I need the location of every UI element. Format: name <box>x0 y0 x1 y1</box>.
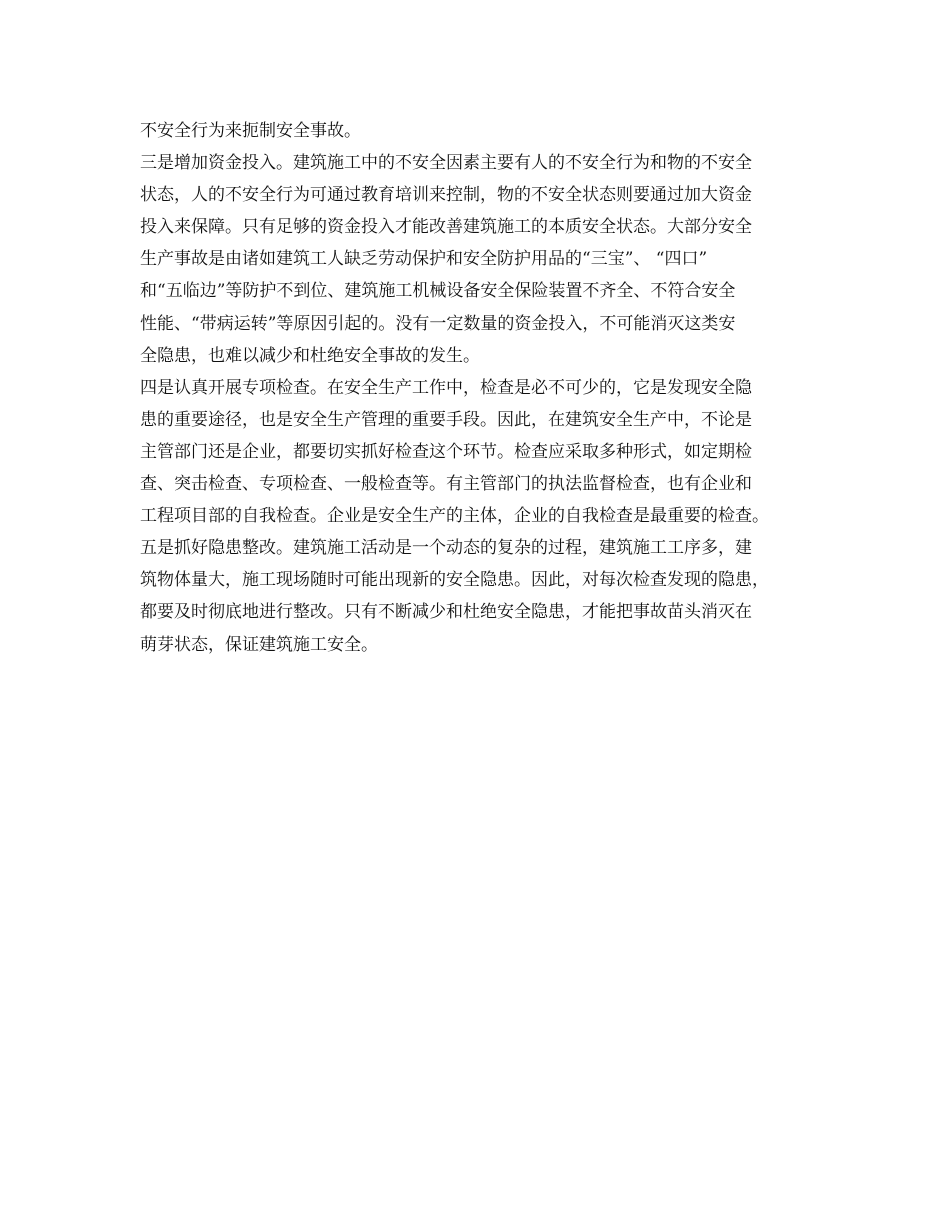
body-text-line: 萌芽状态，保证建筑施工安全。 <box>140 634 378 655</box>
body-text-line: 查、突击检查、专项检查、一般检查等。有主管部门的执法监督检查，也有企业和 <box>140 474 752 495</box>
body-text-line: 五是抓好隐患整改。建筑施工活动是一个动态的复杂的过程，建筑施工工序多，建 <box>140 538 752 559</box>
body-text-line: 性能、“带病运转”等原因引起的。没有一定数量的资金投入，不可能消灭这类安 <box>140 313 736 334</box>
body-text-line: 全隐患，也难以减少和杜绝安全事故的发生。 <box>140 345 480 366</box>
body-text-line: 投入来保障。只有足够的资金投入才能改善建筑施工的本质安全状态。大部分安全 <box>140 217 752 238</box>
body-text-line: 三是增加资金投入。建筑施工中的不安全因素主要有人的不安全行为和物的不安全 <box>140 153 752 174</box>
document-body <box>140 115 830 661</box>
body-text-line: 筑物体量大，施工现场随时可能出现新的安全隐患。因此，对每次检查发现的隐患， <box>140 570 769 591</box>
body-text-line: 主管部门还是企业，都要切实抓好检查这个环节。检查应采取多种形式，如定期检 <box>140 441 752 462</box>
body-text-line: 状态，人的不安全行为可通过教育培训来控制，物的不安全状态则要通过加大资金 <box>140 185 752 206</box>
body-text-line: 和“五临边”等防护不到位、建筑施工机械设备安全保险装置不齐全、不符合安全 <box>140 281 736 302</box>
body-text-line: 不安全行为来扼制安全事故。 <box>140 121 361 141</box>
body-text-line: 生产事故是由诸如建筑工人缺乏劳动保护和安全防护用品的“三宝”、 “四口” <box>140 249 708 270</box>
body-text-line: 都要及时彻底地进行整改。只有不断减少和杜绝安全隐患，才能把事故苗头消灭在 <box>140 602 752 623</box>
body-text-line: 患的重要途径，也是安全生产管理的重要手段。因此，在建筑安全生产中，不论是 <box>140 409 752 430</box>
body-text-line: 工程项目部的自我检查。企业是安全生产的主体，企业的自我检查是最重要的检查。 <box>140 506 769 527</box>
body-text-line: 四是认真开展专项检查。在安全生产工作中，检查是必不可少的，它是发现安全隐 <box>140 377 752 398</box>
